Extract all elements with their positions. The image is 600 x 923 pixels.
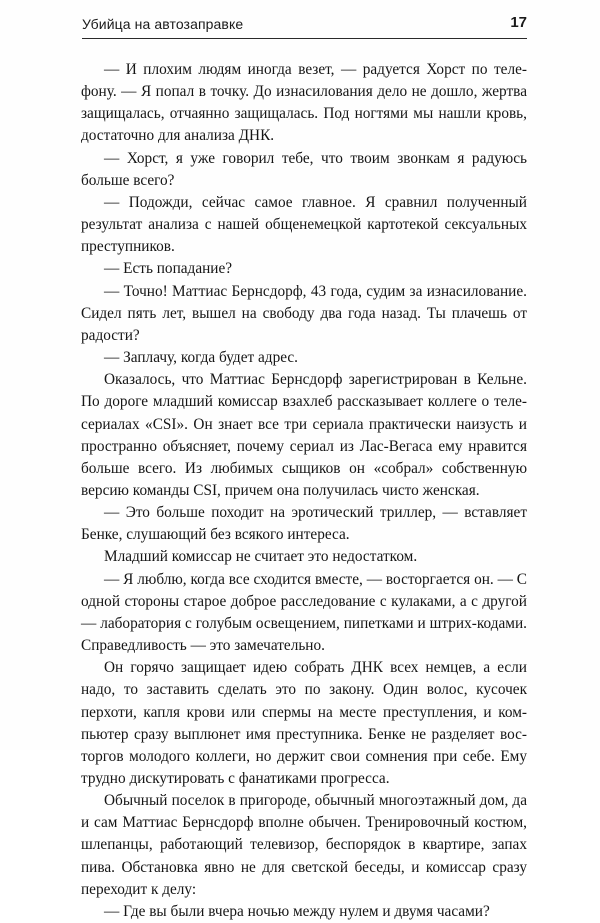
paragraph: — И плохим людям иногда везет, — радуется Хорст по телефону. — Я попал в точку. До изнасилования дело не дошло, жертва защищалась, отчаянно защищалась. Под ногтями мы нашли кровь, достаточно для анализа ДНК. [81, 61, 527, 145]
body-text [81, 59, 527, 923]
paragraph: — Подожди, сейчас самое главное. Я сравнил полученный результат анализа с нашей общенемецкой картотекой сексуальных преступников. [81, 193, 527, 256]
paragraph: — Это больше походит на эротический триллер, — вставляет Бенке, слушающий без всякого интереса. [81, 504, 527, 544]
paragraph: — Точно! Маттиас Бернсдорф, 43 года, судим за изнасилование. Сидел пять лет, вышел на свободу два года назад. Ты плачешь от радости? [81, 282, 527, 344]
paragraph: — Я люблю, когда все сходится вместе, — восторгается он. — С одной стороны старое доброе расследование с кулаками, а с другой — лаборатория с голубым освещением, пипетками и штрих-кодами. Справедливость — это замечательно. [81, 570, 527, 655]
paragraph: Он горячо защищает идею собрать ДНК всех немцев, а если надо, то заставить сделать это по закону. Один волос, кусочек перхоти, капля крови или спермы на месте преступления, и компьютер сразу выплюнет имя преступника. Бенке не разделяет восторгов молодого коллеги, но держит свои сомнения при себе. Ему трудно дискутировать с фанатиками прогресса. [81, 659, 527, 787]
running-head [82, 14, 527, 36]
paragraph: — Где вы были вчера ночью между нулем и двумя часами? [104, 902, 490, 920]
paragraph: Обычный поселок в пригороде, обычный многоэтажный дом, да и сам Маттиас Бернсдорф вполне обычен. Тренировочный костюм, шлепанцы, работающий телевизор, беспорядок в квартире, запах пива. Обстановка явно не для светской беседы, и комиссар сразу переходит к делу: [81, 792, 527, 898]
paragraph: — Хорст, я уже говорил тебе, что твоим звонкам я радуюсь больше всего? [81, 149, 527, 189]
running-title: Убийца на автозаправке [82, 16, 244, 32]
paragraph: — Заплачу, когда будет адрес. [104, 349, 299, 367]
paragraph: Младший комиссар не считает это недостатком. [104, 548, 418, 566]
paragraph: Оказалось, что Маттиас Бернсдорф зарегистрирован в Кельне. По дороге младший комиссар взахлеб рассказывает коллеге о телесериалах «CSI». Он знает все три сериала практически наизусть и пространно объясняет, почему сериал из Лас-Вегаса ему нравится больше всего. Из любимых сыщиков он «собрал» собственную версию команды CSI, причем она получилась чисто женская. [81, 371, 527, 499]
paragraph: — Есть попадание? [104, 260, 233, 278]
header-divider [82, 38, 527, 39]
page-number: 17 [510, 14, 527, 31]
